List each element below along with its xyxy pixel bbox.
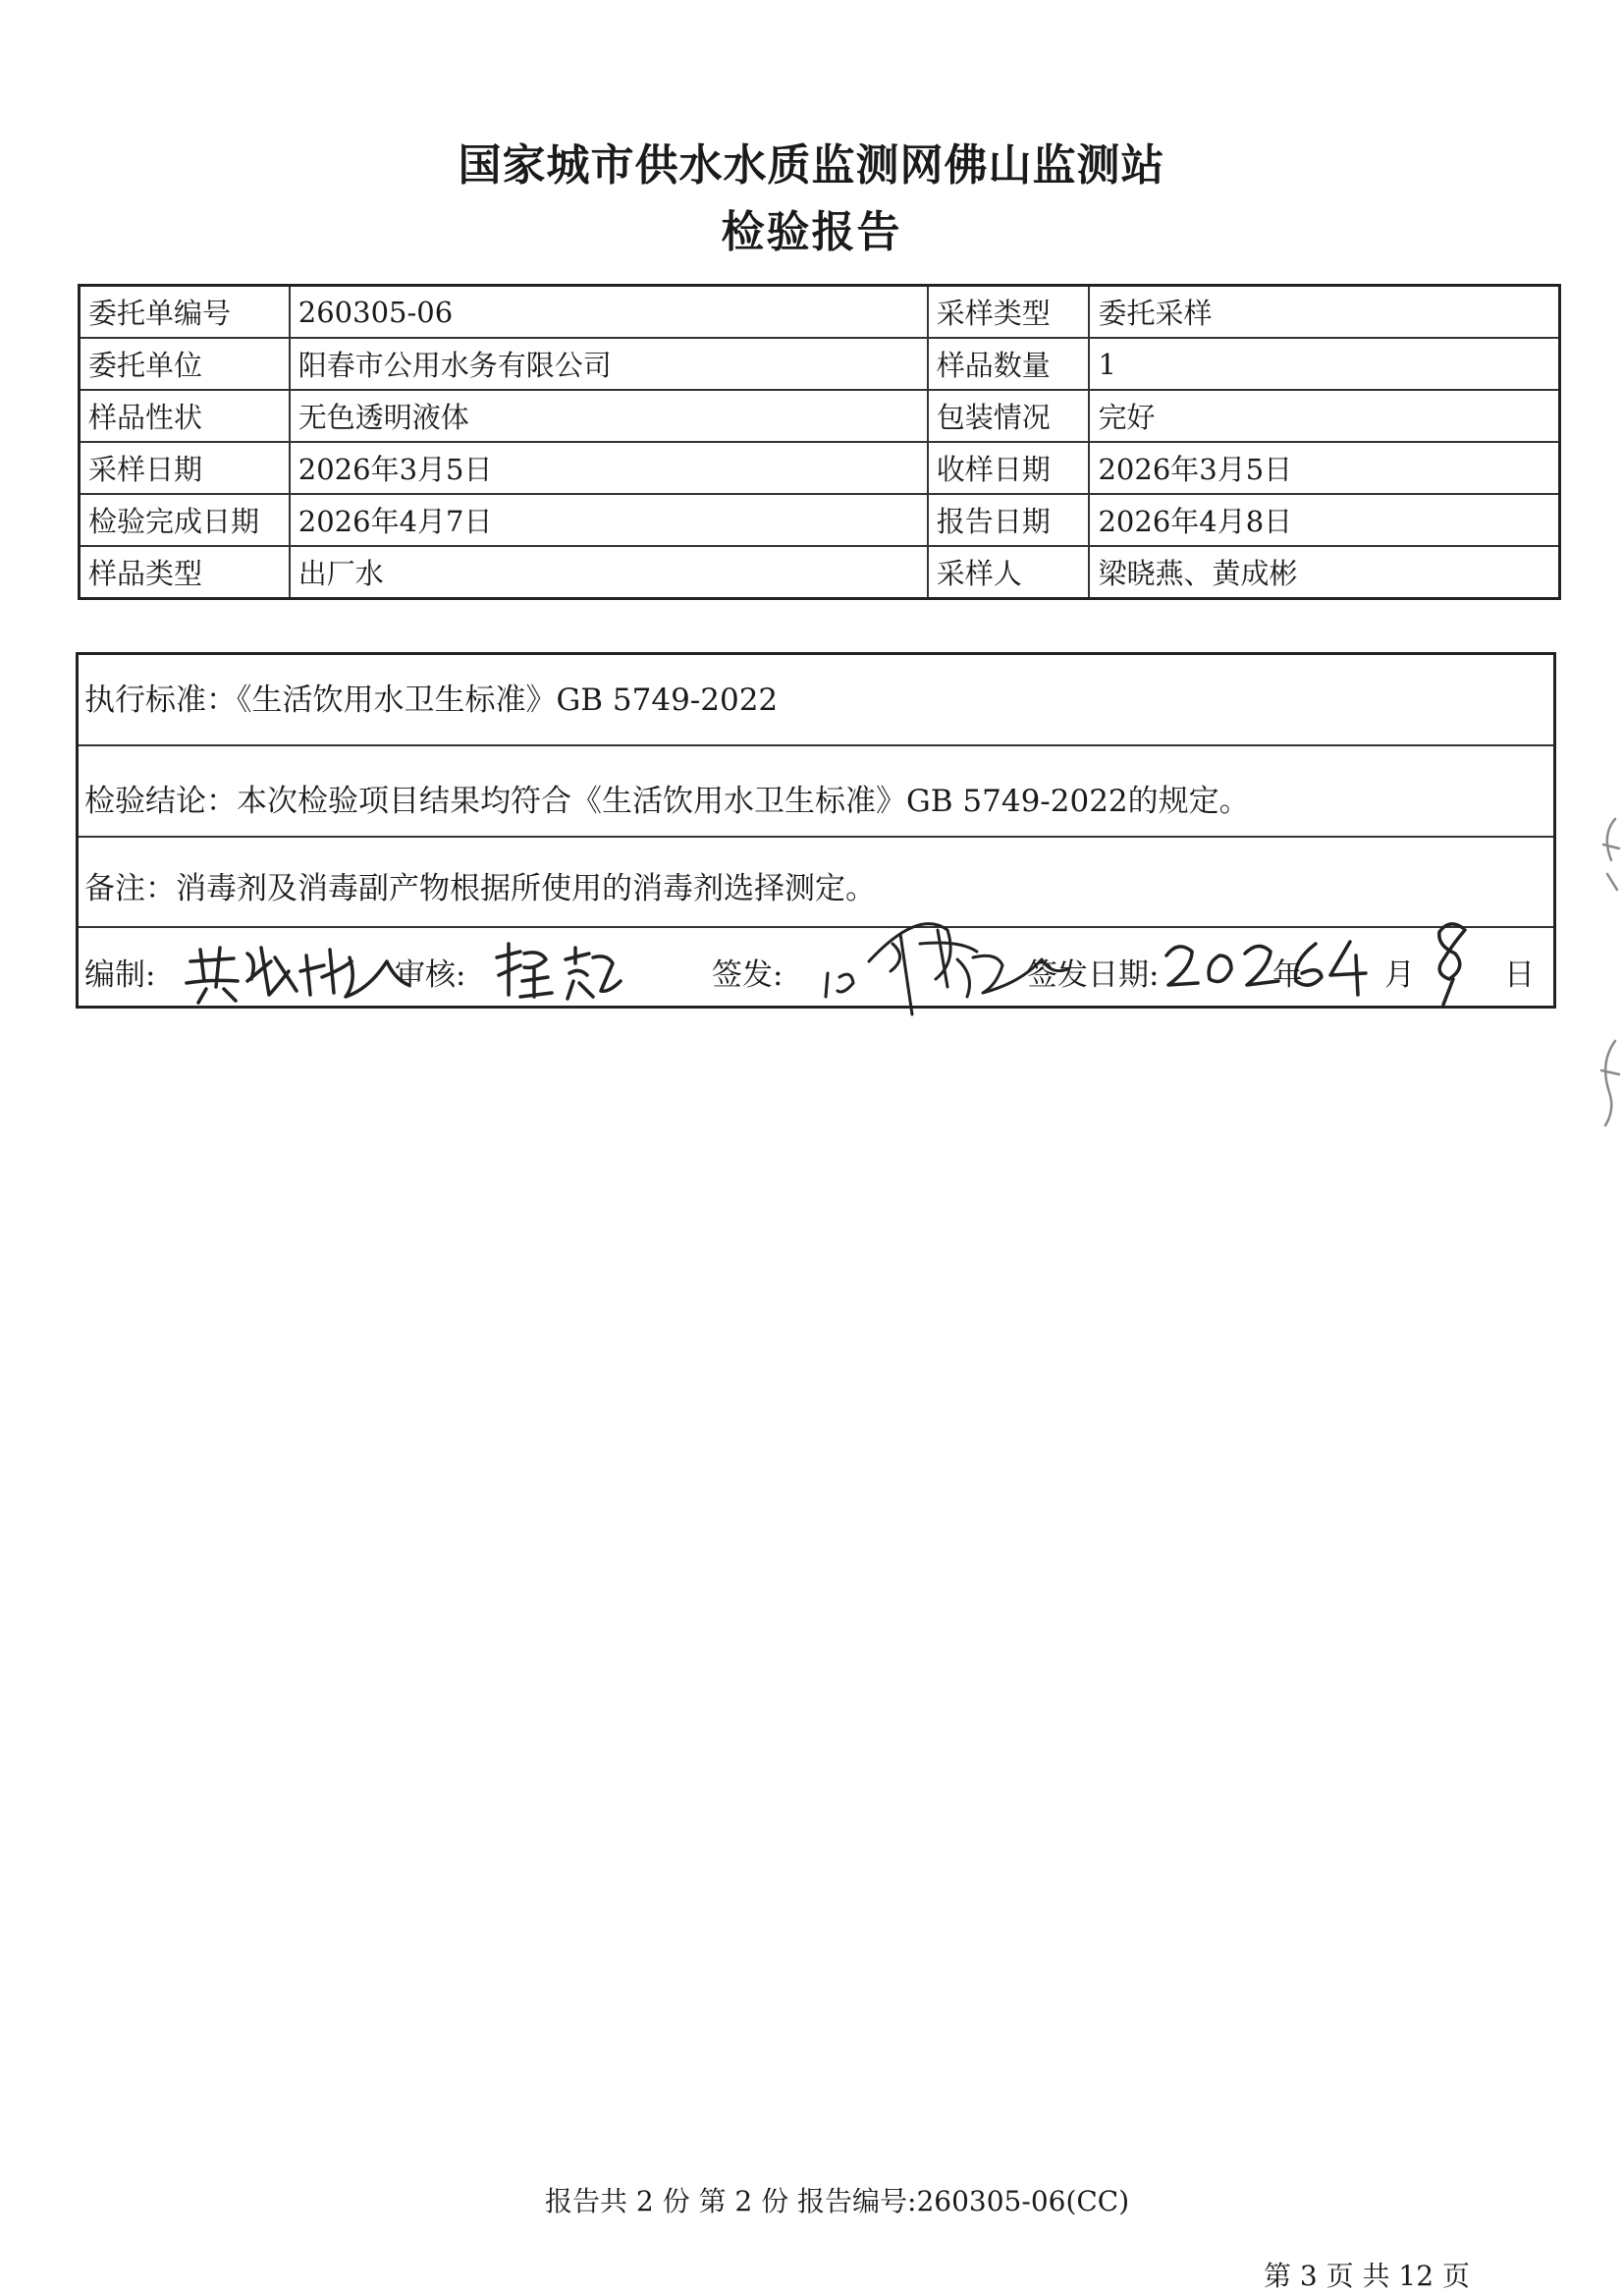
day-unit: 日 bbox=[1504, 957, 1535, 993]
info-label: 样品性状 bbox=[80, 390, 290, 442]
info-row bbox=[80, 338, 1560, 390]
prepared-label: 编制: bbox=[84, 957, 156, 993]
issued-label: 签发: bbox=[712, 957, 784, 993]
report-title: 国家城市供水水质监测网佛山监测站 bbox=[458, 140, 1165, 191]
info-label: 样品数量 bbox=[928, 338, 1090, 390]
info-value: 完好 bbox=[1089, 390, 1559, 442]
info-value: 梁晓燕、黄成彬 bbox=[1089, 546, 1559, 599]
info-label: 报告日期 bbox=[928, 494, 1090, 546]
issue-day-handwritten bbox=[1414, 914, 1483, 1009]
year-unit: 年 bbox=[1272, 957, 1303, 993]
prepared-signature bbox=[177, 932, 422, 1009]
seal-edge-mark bbox=[1594, 805, 1623, 1139]
info-value: 260305-06 bbox=[290, 286, 928, 339]
info-label: 采样日期 bbox=[80, 442, 290, 494]
result-text: 检验结论：本次检验项目结果均符合《生活饮用水卫生标准》GB 5749-2022的规定。 bbox=[84, 784, 1250, 819]
info-row bbox=[80, 286, 1560, 339]
info-row bbox=[80, 442, 1560, 494]
result-row bbox=[79, 746, 1553, 838]
reviewed-label: 审核: bbox=[395, 957, 466, 993]
info-label: 收样日期 bbox=[928, 442, 1090, 494]
info-label: 样品类型 bbox=[80, 546, 290, 599]
info-value: 阳春市公用水务有限公司 bbox=[290, 338, 928, 390]
sample-info-table bbox=[78, 284, 1561, 600]
note-text: 备注：消毒剂及消毒副产物根据所使用的消毒剂选择测定。 bbox=[84, 871, 876, 906]
info-value: 2026年3月5日 bbox=[1089, 442, 1559, 494]
issue-date-label: 签发日期: bbox=[1027, 957, 1160, 993]
info-row bbox=[80, 546, 1560, 599]
signature-row bbox=[79, 928, 1553, 1009]
issue-month-handwritten bbox=[1321, 936, 1380, 1001]
info-label: 委托单位 bbox=[80, 338, 290, 390]
info-row bbox=[80, 390, 1560, 442]
info-label: 检验完成日期 bbox=[80, 494, 290, 546]
reviewed-signature bbox=[491, 934, 638, 1005]
info-value: 出厂水 bbox=[290, 546, 928, 599]
page-number: 第 3 页 共 12 页 bbox=[1264, 2260, 1470, 2292]
info-label: 采样人 bbox=[928, 546, 1090, 599]
report-subtitle: 检验报告 bbox=[721, 207, 902, 257]
info-value: 2026年4月8日 bbox=[1089, 494, 1559, 546]
info-value: 委托采样 bbox=[1089, 286, 1559, 339]
info-value: 无色透明液体 bbox=[290, 390, 928, 442]
info-label: 包装情况 bbox=[928, 390, 1090, 442]
sample-info-body bbox=[80, 286, 1560, 599]
report-copies-number: 报告共 2 份 第 2 份 报告编号:260305-06(CC) bbox=[545, 2185, 1130, 2217]
info-row bbox=[80, 494, 1560, 546]
conclusion-box bbox=[76, 652, 1556, 1009]
standard-text: 执行标准：《生活饮用水卫生标准》GB 5749-2022 bbox=[84, 683, 779, 718]
info-label: 采样类型 bbox=[928, 286, 1090, 339]
standard-row bbox=[79, 655, 1553, 746]
info-value: 1 bbox=[1089, 338, 1559, 390]
info-value: 2026年3月5日 bbox=[290, 442, 928, 494]
info-label: 委托单编号 bbox=[80, 286, 290, 339]
info-value: 2026年4月7日 bbox=[290, 494, 928, 546]
month-unit: 月 bbox=[1384, 957, 1415, 993]
